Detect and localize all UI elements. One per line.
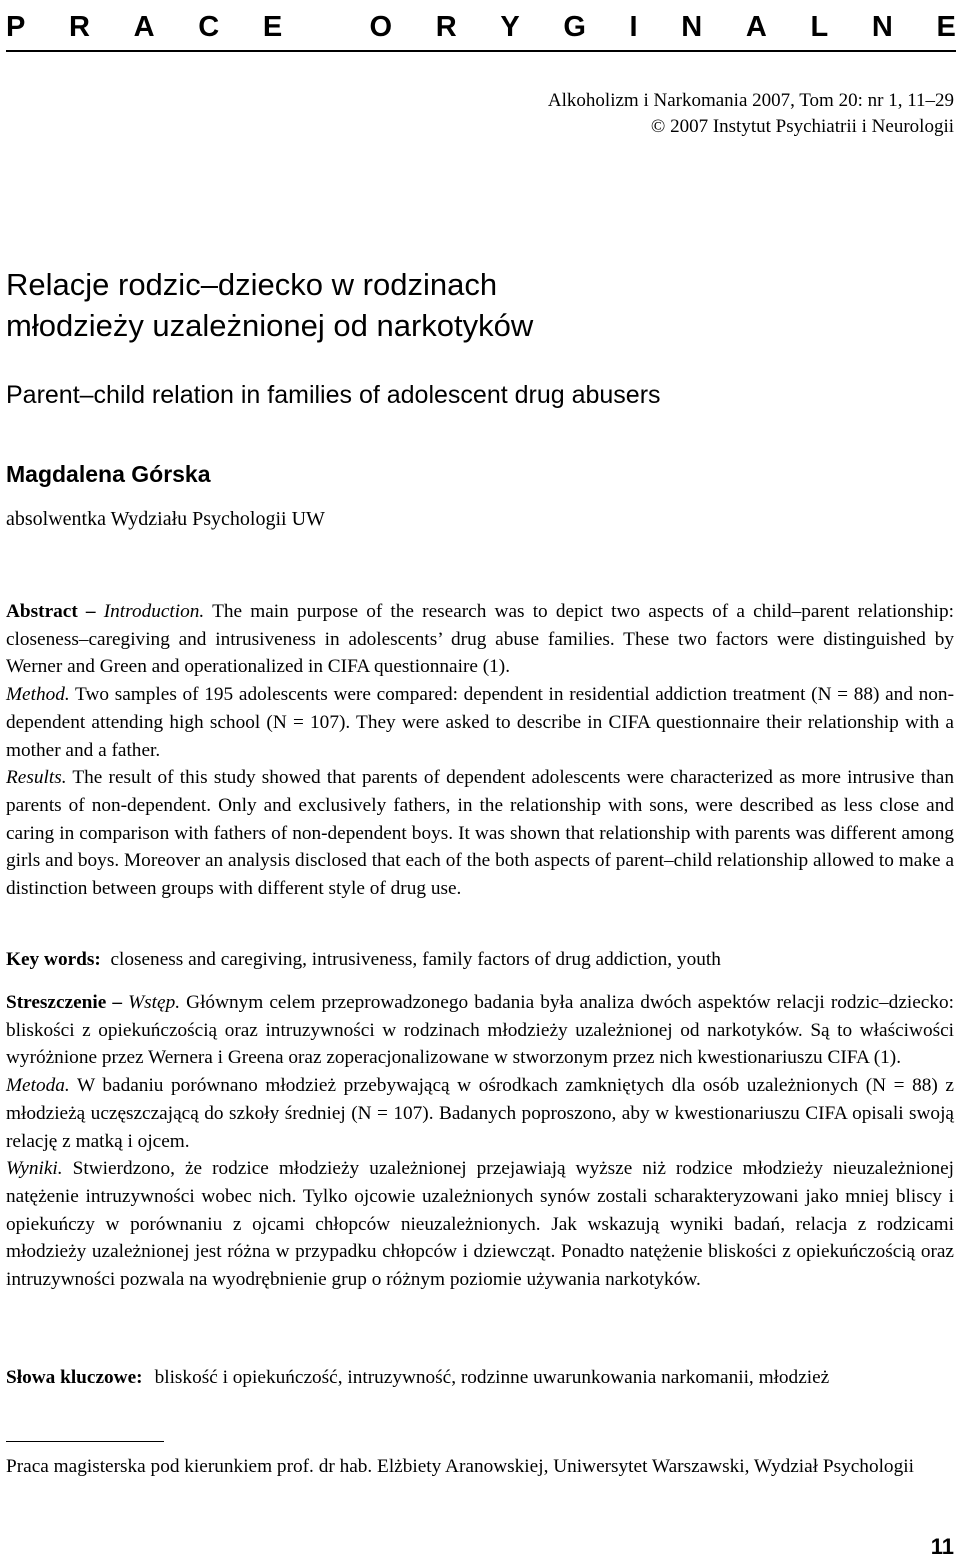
method-text: Two samples of 195 adolescents were compared: dependent in residential addiction treatment (N = 88) and non-dependent attending high school (N = 107). They were asked to describe in CIFA questionnaire their relationship with a mother and a father. bbox=[6, 684, 954, 761]
streszczenie bbox=[6, 989, 954, 1294]
banner-letter: N bbox=[681, 10, 703, 43]
banner-letter: O bbox=[369, 10, 393, 43]
banner-letter: E bbox=[936, 10, 956, 43]
footnote-divider bbox=[6, 1441, 164, 1442]
english-title: Parent–child relation in families of adolescent drug abusers bbox=[6, 381, 661, 409]
article-title bbox=[6, 264, 906, 346]
results-label: Results. bbox=[6, 767, 67, 789]
journal-citation: Alkoholizm i Narkomania 2007, Tom 20: nr 1, 11–29 bbox=[547, 90, 954, 111]
banner-letter: A bbox=[133, 10, 155, 43]
author-affiliation: absolwentka Wydziału Psychologii UW bbox=[6, 508, 325, 530]
slowa-kluczowe-label: Słowa kluczowe: bbox=[6, 1367, 143, 1388]
wstep-text: Głównym celem przeprowadzonego badania była analiza dwóch aspektów relacji rodzic–dziecko: bliskości z opiekuńczością oraz intruzywności w rodzinach młodzieży uzależnionej od narkotyków. Są to właściwości wyróżnione przez Wernera i Greena oraz zoperacjonalizowane w stworzonym przez nich kwestionariuszu CIFA (1). bbox=[6, 992, 954, 1069]
keywords-label: Key words: bbox=[6, 949, 101, 970]
journal-reference bbox=[548, 88, 954, 140]
banner-letter: R bbox=[69, 10, 90, 43]
banner-letter: R bbox=[435, 10, 457, 43]
banner-letter: G bbox=[563, 10, 586, 43]
slowa-kluczowe-text: bliskość i opiekuńczość, intruzywność, rodzinne uwarunkowania narkomanii, młodzież bbox=[154, 1367, 830, 1388]
page-number: 11 bbox=[930, 1534, 954, 1559]
introduction-text: The main purpose of the research was to depict two aspects of a child–parent relationship: closeness–caregiving and intrusiveness in adolescents’ drug abuse families. These two factors were distinguished by Werner and Green and operationalized in CIFA questionnaire (1). bbox=[6, 601, 955, 678]
banner-letter: P bbox=[6, 10, 26, 43]
metoda-text: W badaniu porównano młodzież przebywającą w ośrodkach zamkniętych dla osób uzależnionych (N = 88) z młodzieżą uczęszczającą do szkoły średniej (N = 107). Badanych poproszono, aby w kwestionariuszu CIFA opisali swoją relację z matką i ojcem. bbox=[6, 1075, 954, 1152]
banner-letter: I bbox=[629, 10, 638, 43]
metoda-label: Metoda. bbox=[6, 1075, 70, 1097]
abstract-label: Abstract – bbox=[6, 601, 104, 622]
title-line-1: Relacje rodzic–dziecko w rodzinach bbox=[6, 267, 498, 302]
copyright-line: © 2007 Instytut Psychiatrii i Neurologii bbox=[650, 116, 954, 137]
slowa-kluczowe bbox=[6, 1364, 954, 1392]
introduction-label: Introduction. bbox=[103, 601, 205, 622]
title-line-2: młodzieży uzależnionej od narkotyków bbox=[6, 308, 534, 343]
results-text: The result of this study showed that parents of dependent adolescents were characterized as more intrusive than parents of non-dependent. Only and exclusively fathers, in the relationship with sons, were described as less close and caring in comparison with fathers of non-dependent boys. It was shown that relationship with parents was different among girls and boys. Moreover an analysis disclosed that each of the both aspects of parent–child relationship allowed to make a distinction between groups with different style of drug use. bbox=[6, 767, 954, 900]
banner-letter: E bbox=[262, 10, 283, 43]
footnote: Praca magisterska pod kierunkiem prof. dr hab. Elżbiety Aranowskiej, Uniwersytet Warszawski, Wydział Psychologii bbox=[6, 1456, 914, 1477]
wstep-label: Wstęp. bbox=[128, 992, 181, 1013]
banner-letter: L bbox=[810, 10, 829, 43]
streszczenie-label: Streszczenie – bbox=[6, 992, 129, 1013]
section-banner bbox=[6, 0, 956, 52]
wyniki-label: Wyniki. bbox=[6, 1158, 63, 1180]
wyniki-text: Stwierdzono, że rodzice młodzieży uzależnionej przejawiają wyższe niż rodzice młodzieży nieuzależnionej natężenie intruzywności wobec nich. Tylko ojcowie uzależnionych synów zostali scharakteryzowani jako mniej bliscy i opiekuńczy w porównaniu z ojcami chłopców nieuzależnionych. Jak wskazują wyniki badań, relacja z rodzicami młodzieży uzależnionej jest różna w przypadku chłopców i dziewcząt. Ponadto natężenie bliskości z opiekuńczością oraz intruzywności pozwala na wyodrębnienie grup o różnym poziomie używania narkotyków. bbox=[6, 1158, 954, 1291]
banner-letter: A bbox=[745, 10, 767, 43]
abstract bbox=[6, 598, 954, 903]
banner-letter: C bbox=[198, 10, 220, 43]
keywords bbox=[6, 946, 954, 974]
banner-letter: Y bbox=[500, 10, 520, 43]
banner-letter: N bbox=[871, 10, 893, 43]
method-label: Method. bbox=[6, 684, 70, 706]
author-name: Magdalena Górska bbox=[6, 461, 211, 487]
keywords-text: closeness and caregiving, intrusiveness, family factors of drug addiction, youth bbox=[110, 949, 721, 970]
